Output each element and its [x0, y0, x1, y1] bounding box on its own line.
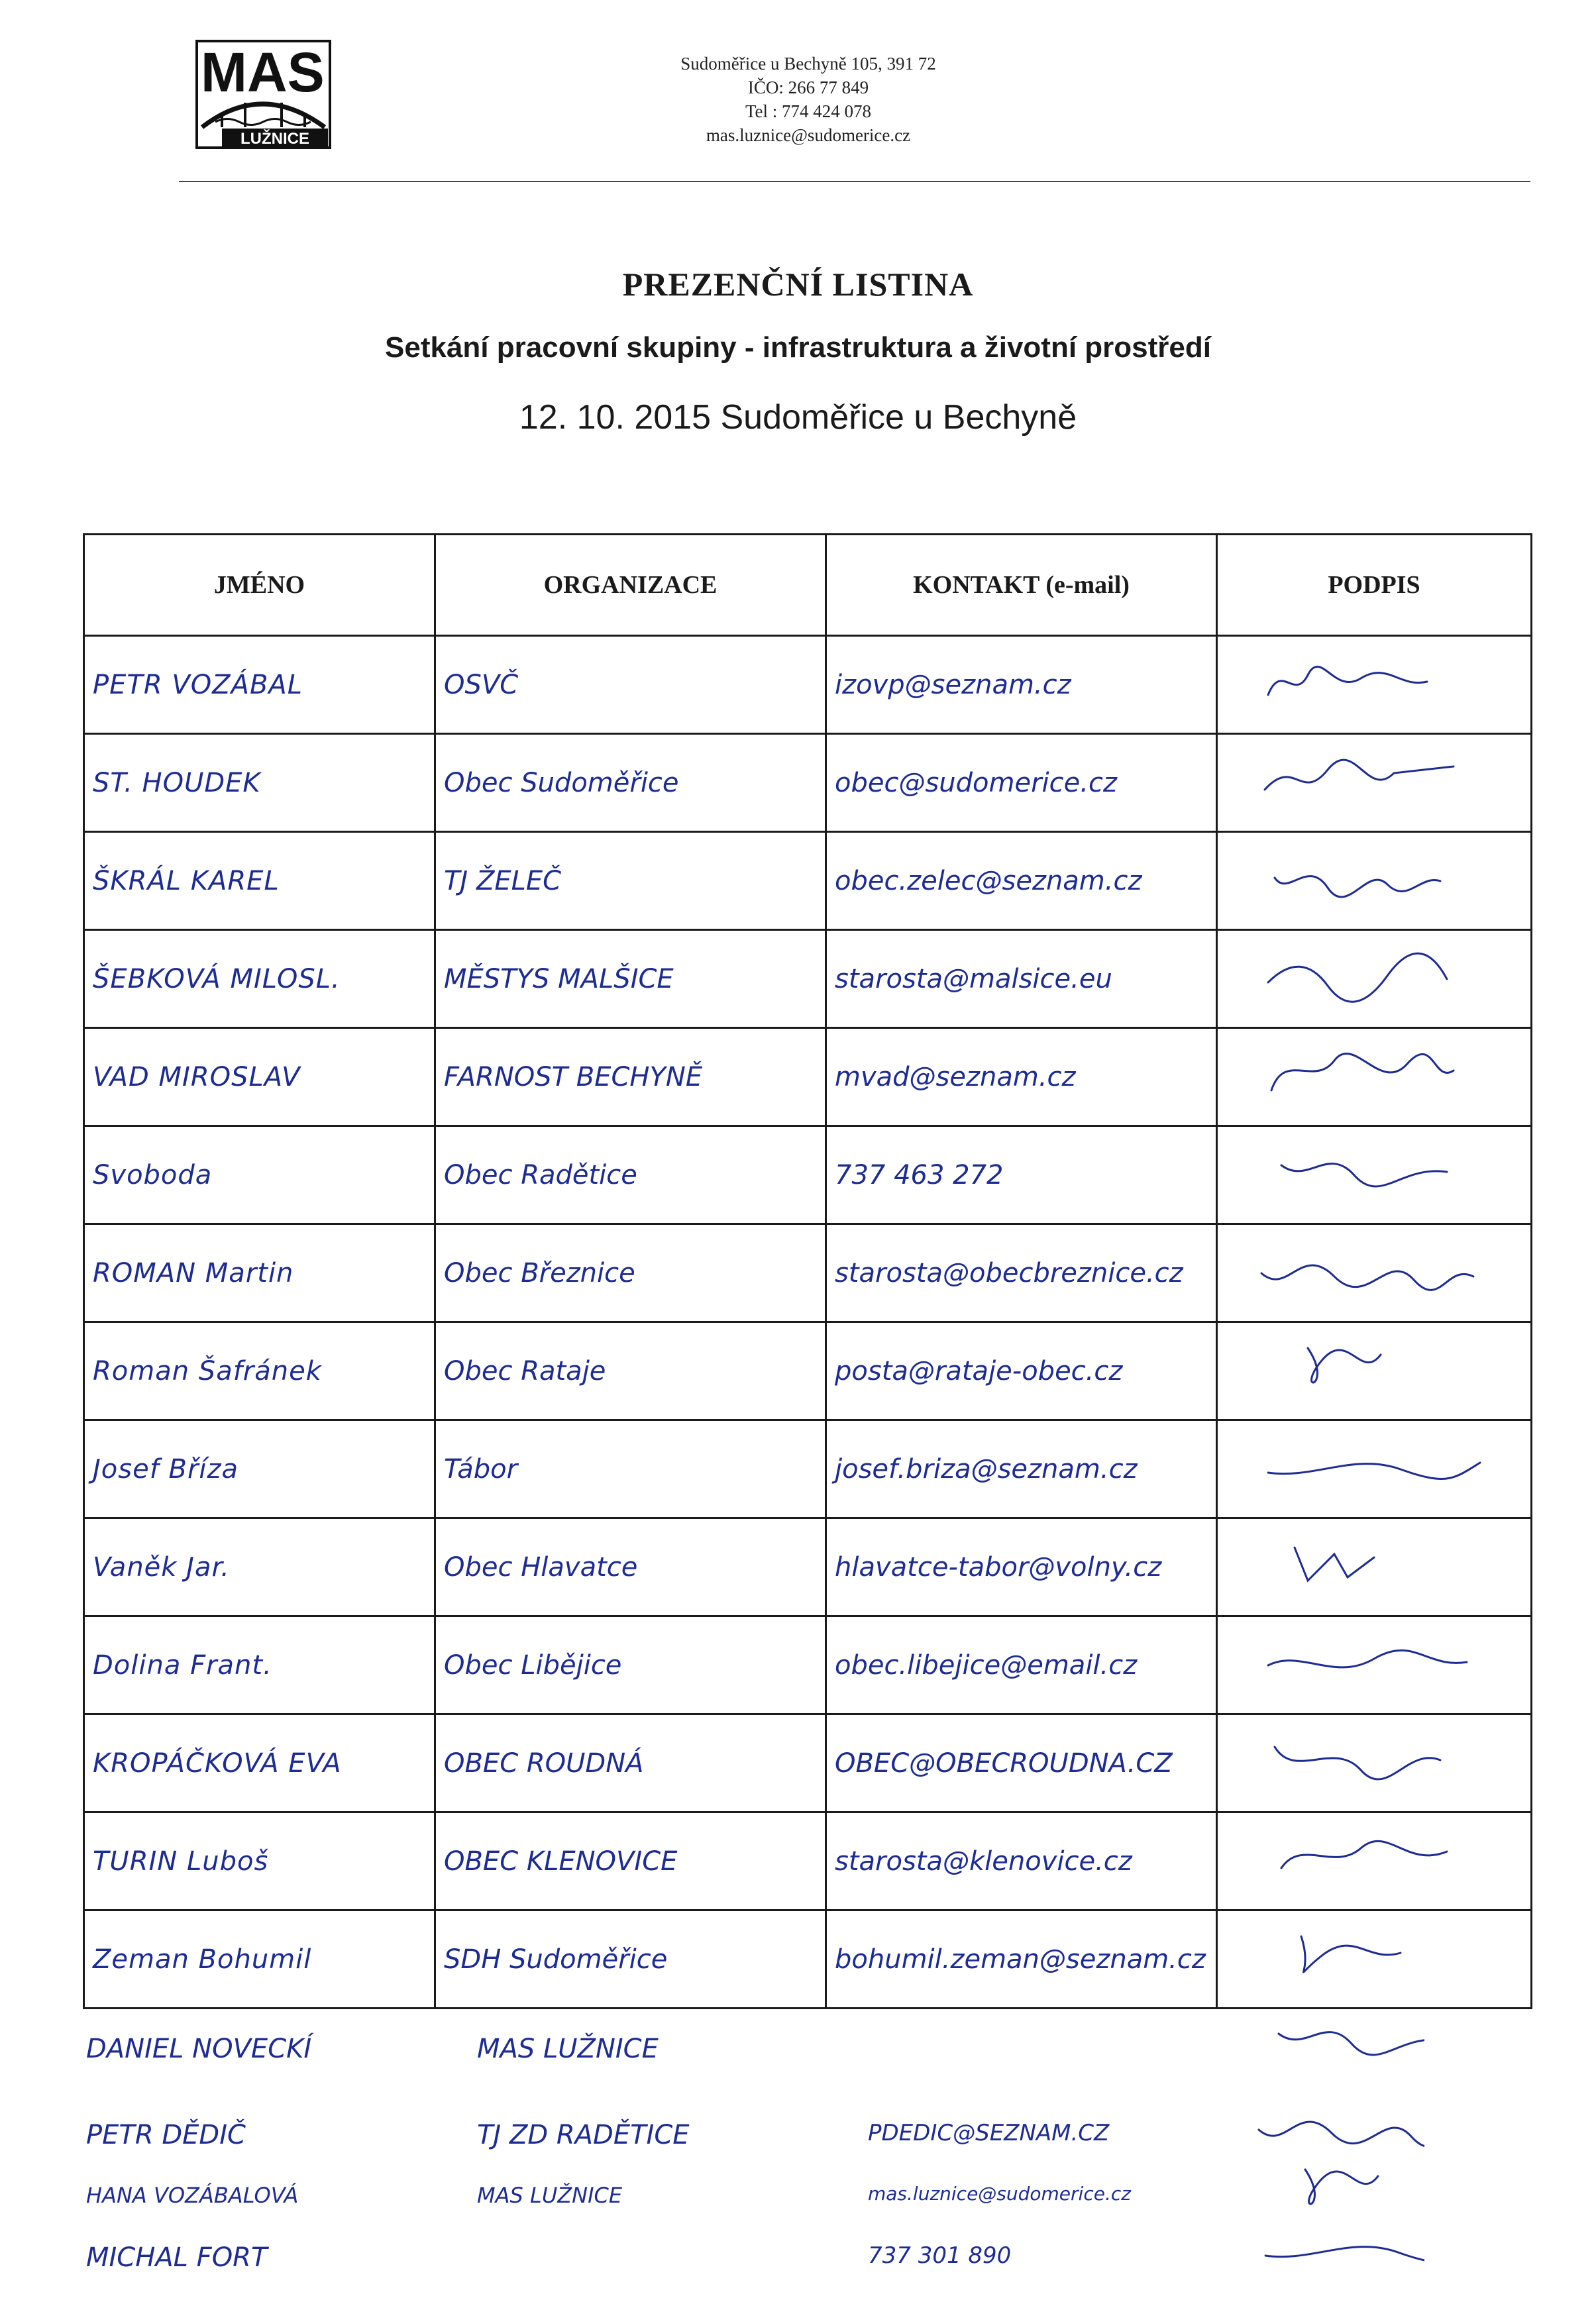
signature-scribble — [1255, 1734, 1493, 1793]
attendee-organization: FARNOST BECHYNĚ — [435, 1028, 826, 1126]
column-header-name: JMÉNO — [84, 535, 435, 636]
attendee-organization: OBEC KLENOVICE — [435, 1812, 826, 1910]
table-row — [84, 1616, 1532, 1714]
extra-entry — [86, 2014, 1530, 2093]
table-row — [84, 1420, 1532, 1518]
attendee-signature — [1217, 1322, 1532, 1420]
attendee-contact: izovp@seznam.cz — [826, 636, 1217, 734]
table-row — [84, 832, 1532, 930]
table-row — [84, 1224, 1532, 1322]
logo-bottom-text: LUŽNICE — [240, 130, 309, 148]
logo-top-text: MAS — [201, 41, 325, 103]
table-row — [84, 1518, 1532, 1616]
document-title: PREZENČNÍ LISTINA — [622, 266, 974, 303]
column-header-organization: ORGANIZACE — [435, 535, 826, 636]
column-header-contact: KONTAKT (e-mail) — [826, 535, 1217, 636]
attendee-name: TURIN Luboš — [84, 1812, 435, 1910]
table-row — [84, 1126, 1532, 1224]
header-divider — [179, 181, 1530, 182]
attendee-organization: Obec Radětice — [435, 1126, 826, 1224]
attendee-organization: OBEC ROUDNÁ — [435, 1714, 826, 1812]
signature-scribble — [1255, 1145, 1493, 1205]
attendee-contact: obec.zelec@seznam.cz — [826, 832, 1217, 930]
signature-scribble — [1252, 2014, 1424, 2067]
signature-scribble — [1255, 949, 1493, 1009]
attendee-name: PETR VOZÁBAL — [84, 636, 435, 734]
attendee-signature — [1217, 930, 1532, 1028]
attendee-signature — [1217, 1420, 1532, 1518]
attendee-organization: SDH Sudoměřice — [435, 1910, 826, 2009]
attendee-name: Svoboda — [84, 1126, 435, 1224]
signature-scribble — [1252, 2100, 1424, 2153]
table-row — [84, 636, 1532, 734]
attendee-contact: josef.briza@seznam.cz — [826, 1420, 1217, 1518]
attendee-name: Josef Bříza — [84, 1420, 435, 1518]
signature-scribble — [1255, 851, 1493, 911]
attendee-signature — [1217, 734, 1532, 832]
signature-scribble — [1255, 1243, 1493, 1303]
attendee-name: Roman Šafránek — [84, 1322, 435, 1420]
attendee-name: Zeman Bohumil — [84, 1910, 435, 2009]
signature-scribble — [1255, 1439, 1493, 1499]
attendee-organization: OSVČ — [435, 636, 826, 734]
document-subtitle: Setkání pracovní skupiny - infrastruktura a životní prostředí — [385, 331, 1211, 364]
table-row — [84, 1812, 1532, 1910]
extra-entry-contact: mas.luznice@sudomerice.cz — [868, 2183, 1131, 2205]
attendee-contact: starosta@klenovice.cz — [826, 1812, 1217, 1910]
extra-entry-signature — [1252, 2014, 1424, 2073]
table-row — [84, 1028, 1532, 1126]
signature-scribble — [1255, 753, 1493, 813]
attendee-signature — [1217, 1028, 1532, 1126]
attendee-signature — [1217, 1910, 1532, 2009]
extra-entry-name: PETR DĚDIČ — [86, 2120, 246, 2150]
extra-entry-name: HANA VOZÁBALOVÁ — [86, 2183, 299, 2208]
attendee-name: Dolina Frant. — [84, 1616, 435, 1714]
attendee-signature — [1217, 832, 1532, 930]
attendee-contact: starosta@obecbreznice.cz — [826, 1224, 1217, 1322]
extra-entry-signature — [1252, 2163, 1424, 2221]
email-line: mas.luznice@sudomerice.cz — [706, 125, 911, 145]
attendee-name: ŠKRÁL KAREL — [84, 832, 435, 930]
extra-entry-signature — [1252, 2223, 1424, 2282]
attendee-name: ŠEBKOVÁ MILOSL. — [84, 930, 435, 1028]
signature-scribble — [1252, 2223, 1424, 2276]
attendee-contact: obec.libejice@email.cz — [826, 1616, 1217, 1714]
extra-entry-organization: MAS LUŽNICE — [477, 2183, 623, 2208]
attendee-organization: Obec Sudoměřice — [435, 734, 826, 832]
table-row — [84, 1714, 1532, 1812]
signature-scribble — [1255, 1832, 1493, 1891]
attendee-organization: Obec Libějice — [435, 1616, 826, 1714]
attendee-signature — [1217, 1518, 1532, 1616]
table-row — [84, 930, 1532, 1028]
signature-scribble — [1255, 655, 1493, 715]
organization-contact-block — [596, 52, 1020, 147]
attendee-organization: Obec Březnice — [435, 1224, 826, 1322]
signature-scribble — [1255, 1636, 1493, 1695]
attendee-name: VAD MIROSLAV — [84, 1028, 435, 1126]
attendee-organization: Obec Rataje — [435, 1322, 826, 1420]
mas-luznice-logo — [195, 40, 331, 149]
attendee-contact: OBEC@OBECROUDNA.CZ — [826, 1714, 1217, 1812]
signature-scribble — [1255, 1341, 1493, 1401]
table-row — [84, 1910, 1532, 2009]
extra-entry-organization: MAS LUŽNICE — [477, 2034, 659, 2064]
ico-line: IČO: 266 77 849 — [747, 78, 869, 97]
signature-scribble — [1255, 1930, 1493, 1989]
attendee-contact: bohumil.zeman@seznam.cz — [826, 1910, 1217, 2009]
attendee-organization: TJ ŽELEČ — [435, 832, 826, 930]
phone-line: Tel : 774 424 078 — [745, 101, 872, 121]
attendee-signature — [1217, 1224, 1532, 1322]
attendee-signature — [1217, 1812, 1532, 1910]
attendee-signature — [1217, 636, 1532, 734]
extra-entry-signature — [1252, 2100, 1424, 2160]
attendee-contact: mvad@seznam.cz — [826, 1028, 1217, 1126]
attendee-organization: Obec Hlavatce — [435, 1518, 826, 1616]
extra-entry — [86, 2223, 1530, 2302]
address-line: Sudoměřice u Bechyně 105, 391 72 — [680, 54, 936, 74]
attendee-signature — [1217, 1616, 1532, 1714]
table-header-row — [84, 535, 1532, 636]
attendee-organization: MĚSTYS MALŠICE — [435, 930, 826, 1028]
attendee-contact: posta@rataje-obec.cz — [826, 1322, 1217, 1420]
attendee-signature — [1217, 1714, 1532, 1812]
extra-entry-name: MICHAL FORT — [86, 2242, 268, 2273]
table-row — [84, 734, 1532, 832]
table-row — [84, 1322, 1532, 1420]
attendee-contact: starosta@malsice.eu — [826, 930, 1217, 1028]
attendee-name: ST. HOUDEK — [84, 734, 435, 832]
extra-entry-organization: TJ ZD RADĚTICE — [477, 2120, 690, 2150]
document-date-place: 12. 10. 2015 Sudoměřice u Bechyně — [519, 398, 1077, 437]
column-header-signature: PODPIS — [1217, 535, 1532, 636]
extra-entry-contact: 737 301 890 — [868, 2242, 1012, 2269]
extra-entry-name: DANIEL NOVECKÍ — [86, 2034, 312, 2064]
signature-scribble — [1255, 1538, 1493, 1597]
attendance-table — [83, 533, 1532, 2009]
attendee-name: ROMAN Martin — [84, 1224, 435, 1322]
attendee-contact: obec@sudomerice.cz — [826, 734, 1217, 832]
attendance-rows — [84, 636, 1532, 2009]
signature-scribble — [1255, 1047, 1493, 1107]
signature-scribble — [1252, 2163, 1424, 2216]
attendee-organization: Tábor — [435, 1420, 826, 1518]
attendee-name: Vaněk Jar. — [84, 1518, 435, 1616]
extra-entry-contact: PDEDIC@SEZNAM.CZ — [868, 2120, 1110, 2146]
attendee-contact: hlavatce-tabor@volny.cz — [826, 1518, 1217, 1616]
attendee-contact: 737 463 272 — [826, 1126, 1217, 1224]
attendee-signature — [1217, 1126, 1532, 1224]
attendee-name: KROPÁČKOVÁ EVA — [84, 1714, 435, 1812]
